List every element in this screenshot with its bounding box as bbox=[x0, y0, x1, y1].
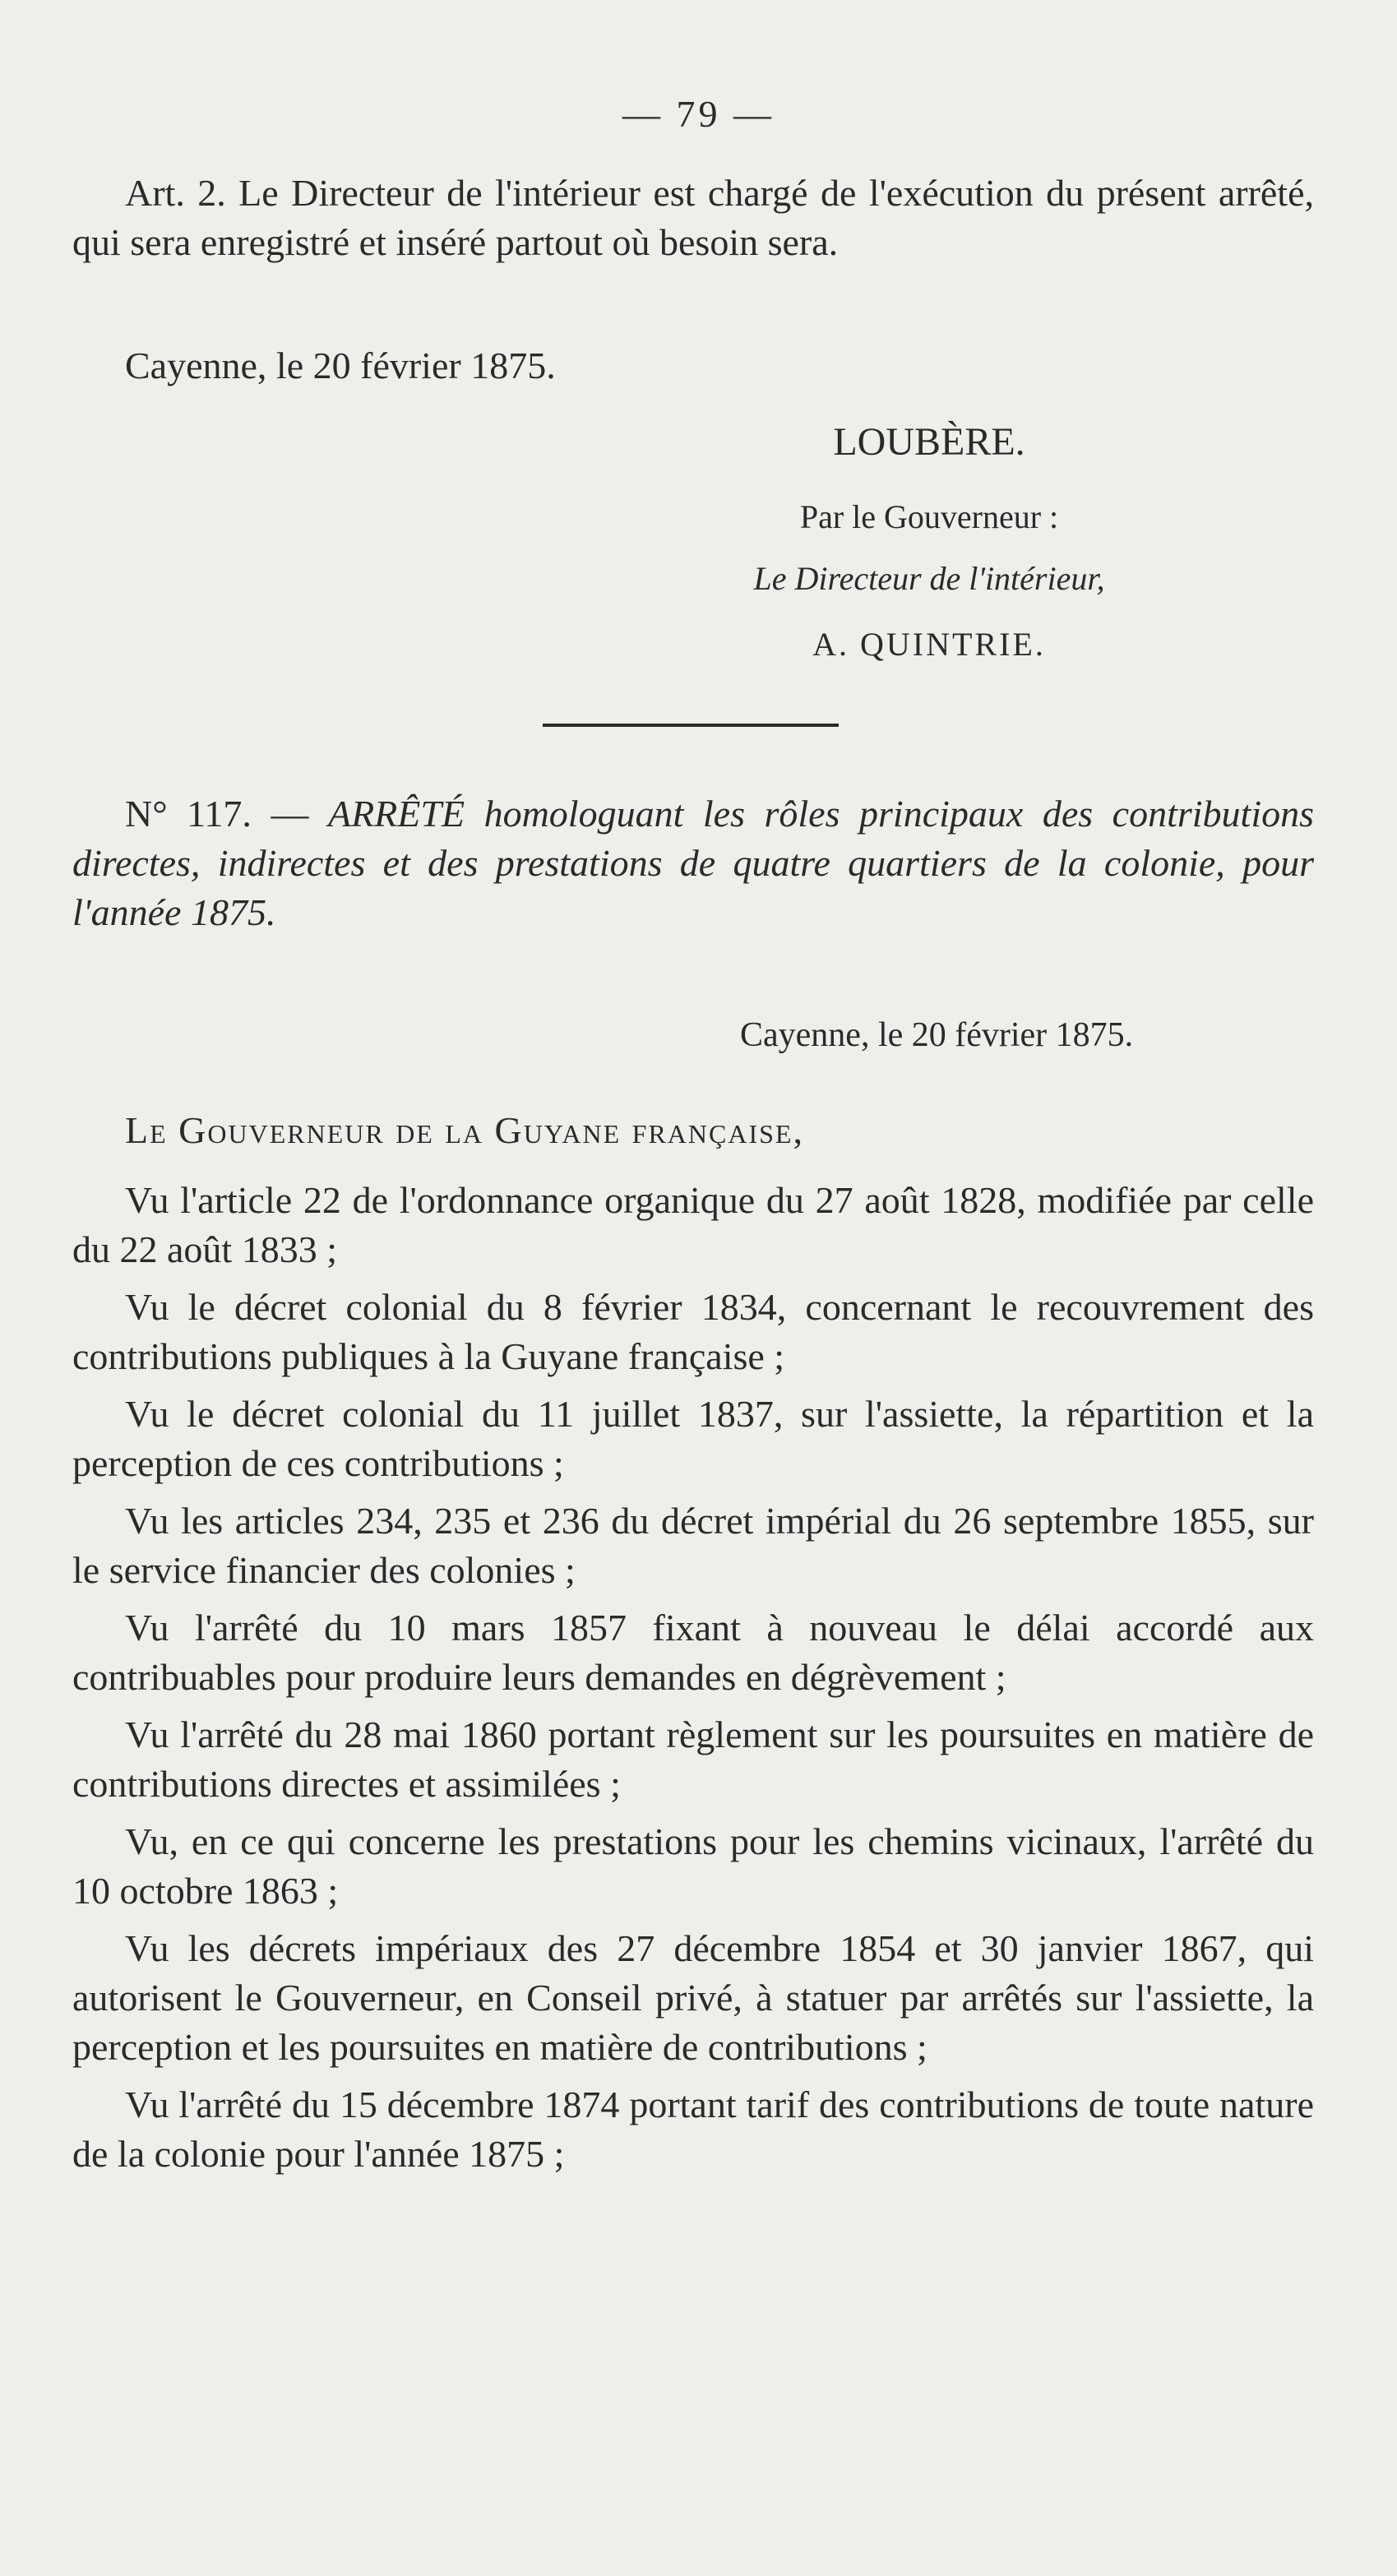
signature-by: Par le Gouverneur : bbox=[799, 498, 1059, 535]
decree-heading bbox=[72, 789, 1314, 937]
signature-signer: A. QUINTRIE. bbox=[812, 626, 1046, 663]
vu-paragraph: Vu, en ce qui concerne les prestations pour les chemins vicinaux, l'arrêté du 10 octobre 1863 ; bbox=[72, 1820, 1314, 1912]
vu-paragraph: Vu les décrets impériaux des 27 décembre 1854 et 30 janvier 1867, qui autorisent le Gouverneur, en Conseil privé, à statuer par arrêtés sur l'assiette, la perception et les poursuites en matière de contributions ; bbox=[72, 1927, 1314, 2068]
signature-role: Le Directeur de l'intérieur, bbox=[753, 560, 1105, 597]
vu-paragraph: Vu l'arrêté du 10 mars 1857 fixant à nouveau le délai accordé aux contribuables pour produire leurs demandes en dégrèvement ; bbox=[72, 1607, 1314, 1698]
vu-paragraph: Vu le décret colonial du 11 juillet 1837, sur l'assiette, la répartition et la perception de ces contributions ; bbox=[72, 1393, 1314, 1484]
vu-paragraph: Vu l'article 22 de l'ordonnance organique du 27 août 1828, modifiée par celle du 22 août 1833 ; bbox=[72, 1179, 1314, 1270]
considerations bbox=[72, 1176, 1314, 2187]
governor-line: Le Gouverneur de la Guyane française, bbox=[125, 1109, 804, 1151]
dateline-first: Cayenne, le 20 février 1875. bbox=[125, 345, 556, 386]
decree-dateline: Cayenne, le 20 février 1875. bbox=[740, 1016, 1134, 1054]
page-number: — 79 — bbox=[622, 93, 775, 135]
vu-paragraph: Vu l'arrêté du 28 mai 1860 portant règlement sur les poursuites en matière de contributions directes et assimilées ; bbox=[72, 1713, 1314, 1805]
separator-rule bbox=[543, 724, 839, 727]
vu-paragraph: Vu l'arrêté du 15 décembre 1874 portant tarif des contributions de toute nature de la colonie pour l'année 1875 ; bbox=[72, 2083, 1314, 2175]
vu-paragraph: Vu les articles 234, 235 et 236 du décret impérial du 26 septembre 1855, sur le service financier des colonies ; bbox=[72, 1500, 1314, 1591]
decree-title: ARRÊTÉ homologuant les rôles principaux des contributions directes, indirectes et des prestations de quatre quartiers de la colonie, pour l'année 1875. bbox=[72, 793, 1314, 933]
vu-paragraph: Vu le décret colonial du 8 février 1834, concernant le recouvrement des contributions publiques à la Guyane française ; bbox=[72, 1286, 1314, 1377]
article-2-paragraph: Art. 2. Le Directeur de l'intérieur est chargé de l'exécution du présent arrêté, qui sera enregistré et inséré partout où besoin sera. bbox=[72, 172, 1314, 263]
signature-name: LOUBÈRE. bbox=[833, 420, 1025, 464]
decree-number: N° 117. — bbox=[125, 793, 309, 835]
